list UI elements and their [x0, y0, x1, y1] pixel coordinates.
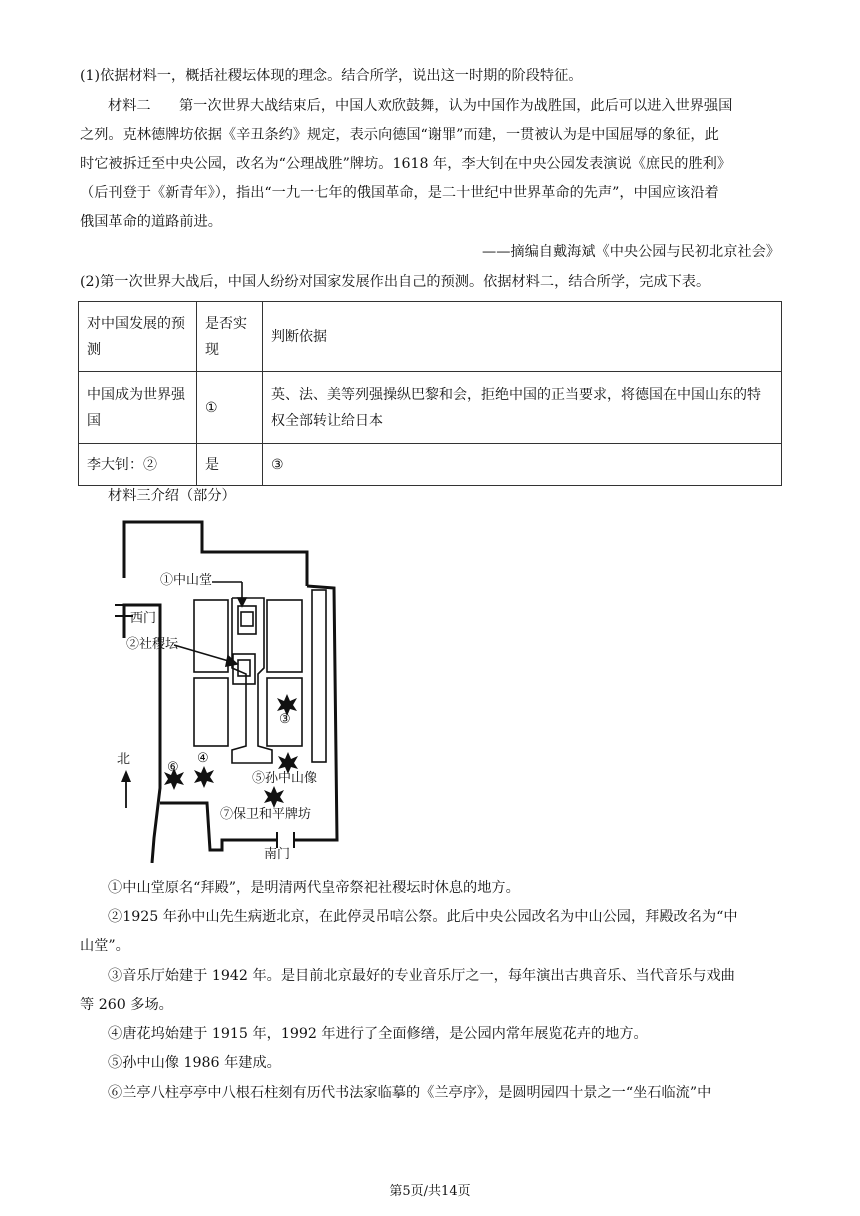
- star-markers: [164, 694, 298, 808]
- map-label-xijitan: ②社稷坛: [126, 637, 179, 652]
- question-1: (1)依据材料一，概括社稷坛体现的理念。结合所学，说出这一时期的阶段特征。: [80, 68, 583, 84]
- map-label-peace-arch: ⑦保卫和平牌坊: [220, 807, 312, 822]
- table-header-cell: 是否实现: [197, 302, 263, 372]
- map-label-6: ⑥: [167, 760, 179, 775]
- map-note: 等 260 多场。: [80, 997, 173, 1013]
- central-axis-buildings: [232, 598, 272, 763]
- table-header-cell: 对中国发展的预测: [79, 302, 197, 372]
- table-cell: 是: [197, 444, 263, 486]
- table-row: [79, 302, 782, 372]
- map-note: ③音乐厅始建于 1942 年。是目前北京最好的专业音乐厅之一，每年演出古典音乐、当代音乐与戏曲: [108, 968, 735, 984]
- south-gate-marker: [277, 832, 294, 848]
- material-2-source: ——摘编自戴海斌《中央公园与民初北京社会》: [482, 244, 780, 260]
- table-cell: 英、法、美等列强操纵巴黎和会，拒绝中国的正当要求，将德国在中国山东的特权全部转让给日本: [263, 372, 782, 444]
- map-label-sun-statue: ⑤孙中山像: [252, 771, 318, 786]
- material-3-title: 材料三介绍（部分）: [108, 488, 236, 504]
- map-note: ④唐花坞始建于 1915 年，1992 年进行了全面修缮，是公园内常年展览花卉的地方。: [108, 1026, 648, 1042]
- material-2-line: 时它被拆迁至中央公园，改名为“公理战胜”牌坊。1618 年，李大钊在中央公园发表演说《庶民的胜利》: [80, 156, 732, 172]
- north-arrow: [121, 770, 131, 808]
- star-icon: [194, 766, 214, 788]
- map-note: 山堂”。: [80, 938, 130, 954]
- map-label-zhongshantang: ①中山堂: [160, 573, 213, 588]
- material-2-line: （后刊登于《新青年》），指出“一九一七年的俄国革命，是二十世纪中世界革命的先声”，中国应该沿着: [80, 185, 719, 201]
- material-2-line: 材料二 第一次世界大战结束后，中国人欢欣鼓舞，认为中国作为战胜国，此后可以进入世界强国: [108, 98, 733, 114]
- material-2-line: 之列。克林德牌坊依据《辛丑条约》规定，表示向德国“谢罪”而建，一贯被认为是中国屈辱的象征，此: [80, 127, 719, 143]
- prediction-table: [78, 301, 782, 486]
- map-label-4: ④: [197, 751, 209, 766]
- map-note: ①中山堂原名“拜殿”，是明清两代皇帝祭祀社稷坛时休息的地方。: [108, 880, 520, 896]
- map-note: ⑤孙中山像 1986 年建成。: [108, 1055, 281, 1071]
- table-header-cell: 判断依据: [263, 302, 782, 372]
- building-blocks: [194, 590, 326, 762]
- map-label-north: 北: [117, 752, 131, 767]
- star-icon: [264, 786, 284, 808]
- table-cell: ①: [197, 372, 263, 444]
- page-number: 第5页/共14页: [389, 1184, 471, 1199]
- table-cell: 李大钊：②: [79, 444, 197, 486]
- map-note: ②1925 年孙中山先生病逝北京，在此停灵吊唁公祭。此后中央公园改名为中山公园，拜殿改名为“中: [108, 909, 738, 925]
- map-note: ⑥兰亭八柱亭亭中八根石柱刻有历代书法家临摹的《兰亭序》，是圆明园四十景之一“坐石临流”中: [108, 1085, 712, 1101]
- table-cell: ③: [263, 444, 782, 486]
- table-cell: 中国成为世界强国: [79, 372, 197, 444]
- question-2: (2)第一次世界大战后，中国人纷纷对国家发展作出自己的预测。依据材料二，结合所学，完成下表。: [80, 274, 711, 290]
- park-map: [112, 518, 352, 863]
- table-row: [79, 372, 782, 444]
- material-2-line: 俄国革命的道路前进。: [80, 214, 222, 230]
- map-label-south-gate: 南门: [264, 847, 291, 862]
- table-row: [79, 444, 782, 486]
- map-label-west-gate: 西门: [130, 611, 157, 626]
- map-label-3: ③: [279, 712, 291, 727]
